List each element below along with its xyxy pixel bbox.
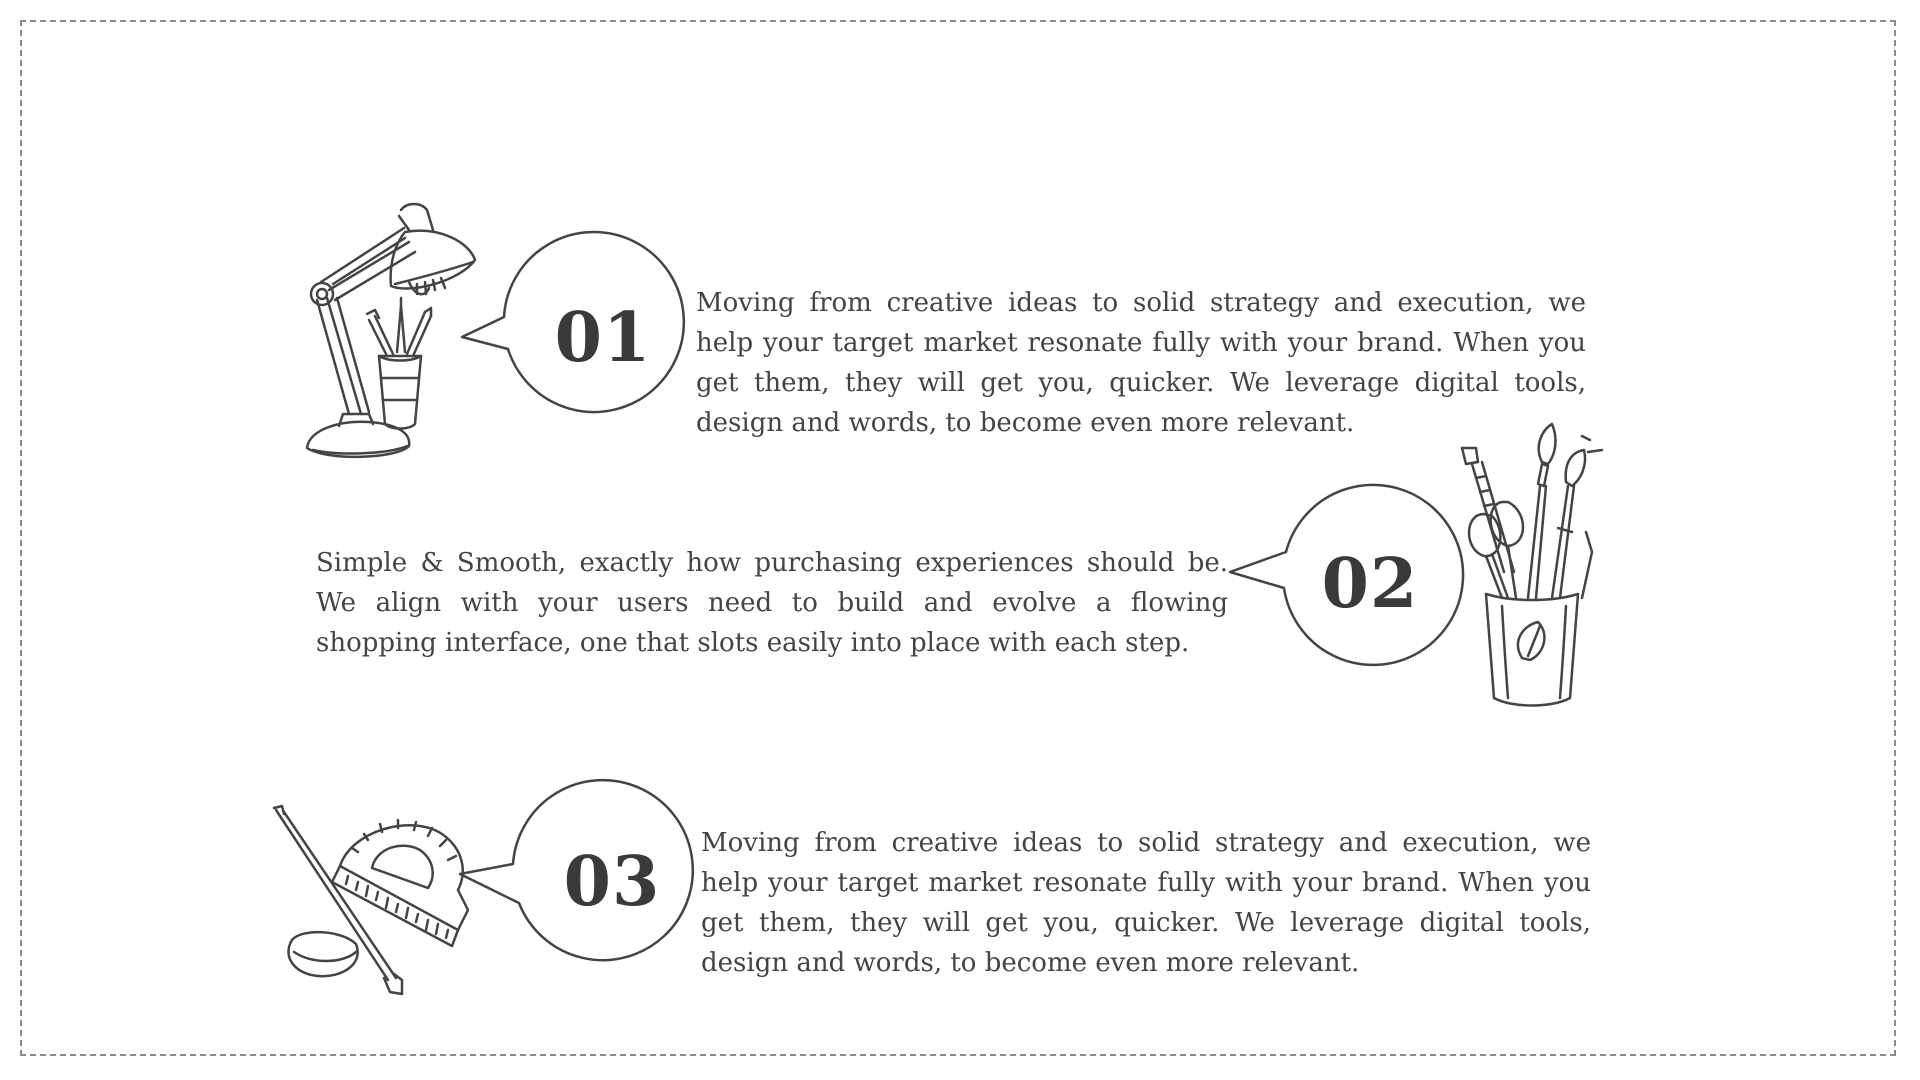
step-description-01: Moving from creative ideas to solid strategy and execution, we help your target market resonate fully with your brand. When you get them, they will get you, quicker. We leverage digital tools, design and words, to become even more relevant. [696, 288, 1586, 438]
step-number-03: 03 [563, 842, 661, 922]
step-description-03: Moving from creative ideas to solid strategy and execution, we help your target market resonate fully with your brand. When you get them, they will get you, quicker. We leverage digital tools, design and words, to become even more relevant. [701, 828, 1591, 978]
slide-frame [20, 20, 1896, 1056]
brushes-in-jar-icon [1442, 422, 1622, 722]
step-number-01: 01 [554, 298, 652, 378]
step-description-02: Simple & Smooth, exactly how purchasing experiences should be. We align with your users need to build and evolve a flowing shopping interface, one that slots easily into place with each step. [316, 548, 1228, 658]
step-number-02: 02 [1321, 544, 1419, 624]
